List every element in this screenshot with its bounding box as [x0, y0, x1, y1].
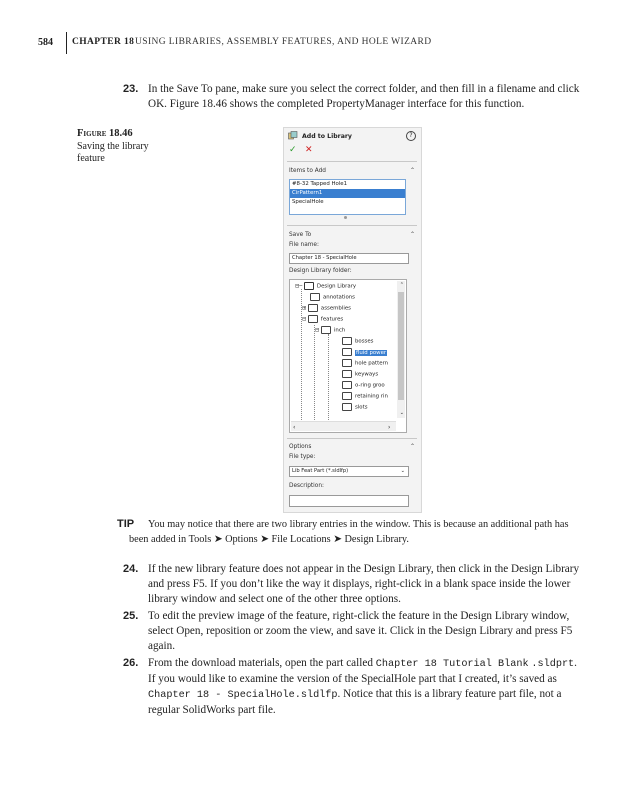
filename-code: Chapter 18 Tutorial Blank [375, 659, 529, 670]
ok-button[interactable]: ✓ [289, 145, 297, 155]
tree-item-assemblies[interactable]: ⊞ assemblies [302, 305, 351, 312]
file-name-input[interactable]: Chapter 18 - SpecialHole [289, 253, 409, 264]
tree-item-fluid-power[interactable]: fluid power [342, 348, 387, 357]
step-text: If the new library feature does not appear in the Design Library, then click in the Design Library and press F5. If you don’t like the way it displays, right-click in a blank space inside the lower library window and select one of the other three options. [148, 563, 580, 605]
list-item[interactable]: SpecialHole [292, 199, 324, 205]
design-library-folder-label: Design Library folder: [289, 268, 352, 274]
file-type-label: File type: [289, 454, 316, 460]
step-text: To edit the preview image of the feature, right-click the feature in the Design Library window, select Open, reposition or zoom the view, and save it. Click in the Design Library and press F5 again. [148, 610, 573, 652]
file-type-value: Lib Feat Part (*.sldlfp) [292, 468, 349, 474]
description-label: Description: [289, 483, 324, 489]
tree-item-design-library[interactable]: ⊟─ Design Library [295, 283, 357, 290]
collapse-chevron-icon[interactable]: ⌃ [409, 231, 415, 238]
options-heading[interactable]: Options [289, 444, 312, 450]
step-text: In the Save To pane, make sure you select the correct folder, and then fill in a filename and click OK. Figure 18.46 shows the completed PropertyManager interface for this function. [148, 83, 580, 110]
chapter-label: CHAPTER 18 [72, 37, 135, 47]
collapse-chevron-icon[interactable]: ⌃ [409, 167, 415, 174]
cancel-button[interactable]: ✕ [305, 145, 313, 155]
divider [287, 225, 417, 226]
design-library-tree[interactable] [289, 279, 407, 433]
figure-caption-text: Saving the library feature [77, 140, 149, 164]
step-26 [123, 656, 583, 718]
scroll-down-icon[interactable]: ⌄ [399, 410, 404, 416]
tree-item-bosses[interactable]: bosses [342, 337, 373, 346]
divider [287, 161, 417, 162]
scroll-left-icon[interactable]: ‹ [293, 424, 296, 431]
tip-label: TIP [117, 518, 135, 530]
scroll-up-icon[interactable]: ⌃ [399, 282, 404, 288]
page-number: 584 [38, 37, 53, 48]
tree-item-slots[interactable]: slots [342, 403, 368, 412]
tree-item-hole-pattern[interactable]: hole pattern [342, 359, 388, 368]
scroll-right-icon[interactable]: › [388, 424, 391, 431]
step-24 [123, 562, 583, 607]
filename-code: .sldprt [531, 659, 575, 670]
header-divider [66, 32, 67, 54]
chevron-down-icon: ⌄ [400, 468, 405, 474]
pm-title: Add to Library [302, 133, 352, 140]
scrollbar-thumb[interactable] [398, 292, 404, 400]
items-to-add-heading[interactable]: Items to Add [289, 168, 326, 174]
collapse-chevron-icon[interactable]: ⌃ [409, 443, 415, 450]
tree-item-features[interactable]: ⊟ features [302, 316, 344, 323]
file-type-select[interactable] [289, 466, 409, 477]
save-to-heading[interactable]: Save To [289, 232, 312, 238]
file-name-label: File name: [289, 242, 319, 248]
step-number: 23. [123, 83, 139, 95]
library-icon [288, 131, 298, 140]
list-item[interactable]: #8-32 Tapped Hole1 [292, 181, 348, 187]
tree-item-oring-groove[interactable]: o-ring groo [342, 381, 385, 390]
tip-text: You may notice that there are two library entries in the window. This is because an additional path has been added in Tools ➤ Options ➤ File Locations ➤ Design Library. [129, 519, 569, 545]
tree-item-annotations[interactable]: annotations [310, 293, 355, 302]
tree-item-keyways[interactable]: keyways [342, 370, 378, 379]
step-number: 24. [123, 563, 139, 575]
figure-label: Figure 18.46 [77, 128, 133, 139]
list-item[interactable]: CirPattern1 [290, 189, 405, 198]
tree-horizontal-scrollbar[interactable] [291, 421, 396, 431]
step-25 [123, 609, 583, 654]
divider [287, 438, 417, 439]
help-icon[interactable]: ? [406, 131, 416, 141]
tree-item-inch[interactable]: ⊟ inch [315, 327, 346, 334]
filename-code: Chapter 18 - SpecialHole.sldlfp [148, 690, 338, 701]
description-input[interactable] [289, 495, 409, 507]
tree-item-retaining-ring[interactable]: retaining rin [342, 392, 388, 401]
add-to-library-propertymanager [283, 127, 422, 513]
step-number: 26. [123, 657, 139, 669]
step-text: From the download materials, open the part called Chapter 18 Tutorial Blank .sldprt. If you would like to examine the version of the SpecialHole part that I created, it’s saved as Chapter 18 - SpecialHole.sldlfp. Notice that this is a library feature part file, not a regular SolidWorks part file. [148, 657, 577, 716]
step-number: 25. [123, 610, 139, 622]
resize-handle[interactable] [344, 216, 347, 219]
figure-caption [77, 128, 157, 166]
items-to-add-list[interactable] [289, 179, 406, 215]
chapter-title: USING LIBRARIES, ASSEMBLY FEATURES, AND HOLE WIZARD [135, 37, 432, 47]
step-23 [123, 82, 583, 112]
